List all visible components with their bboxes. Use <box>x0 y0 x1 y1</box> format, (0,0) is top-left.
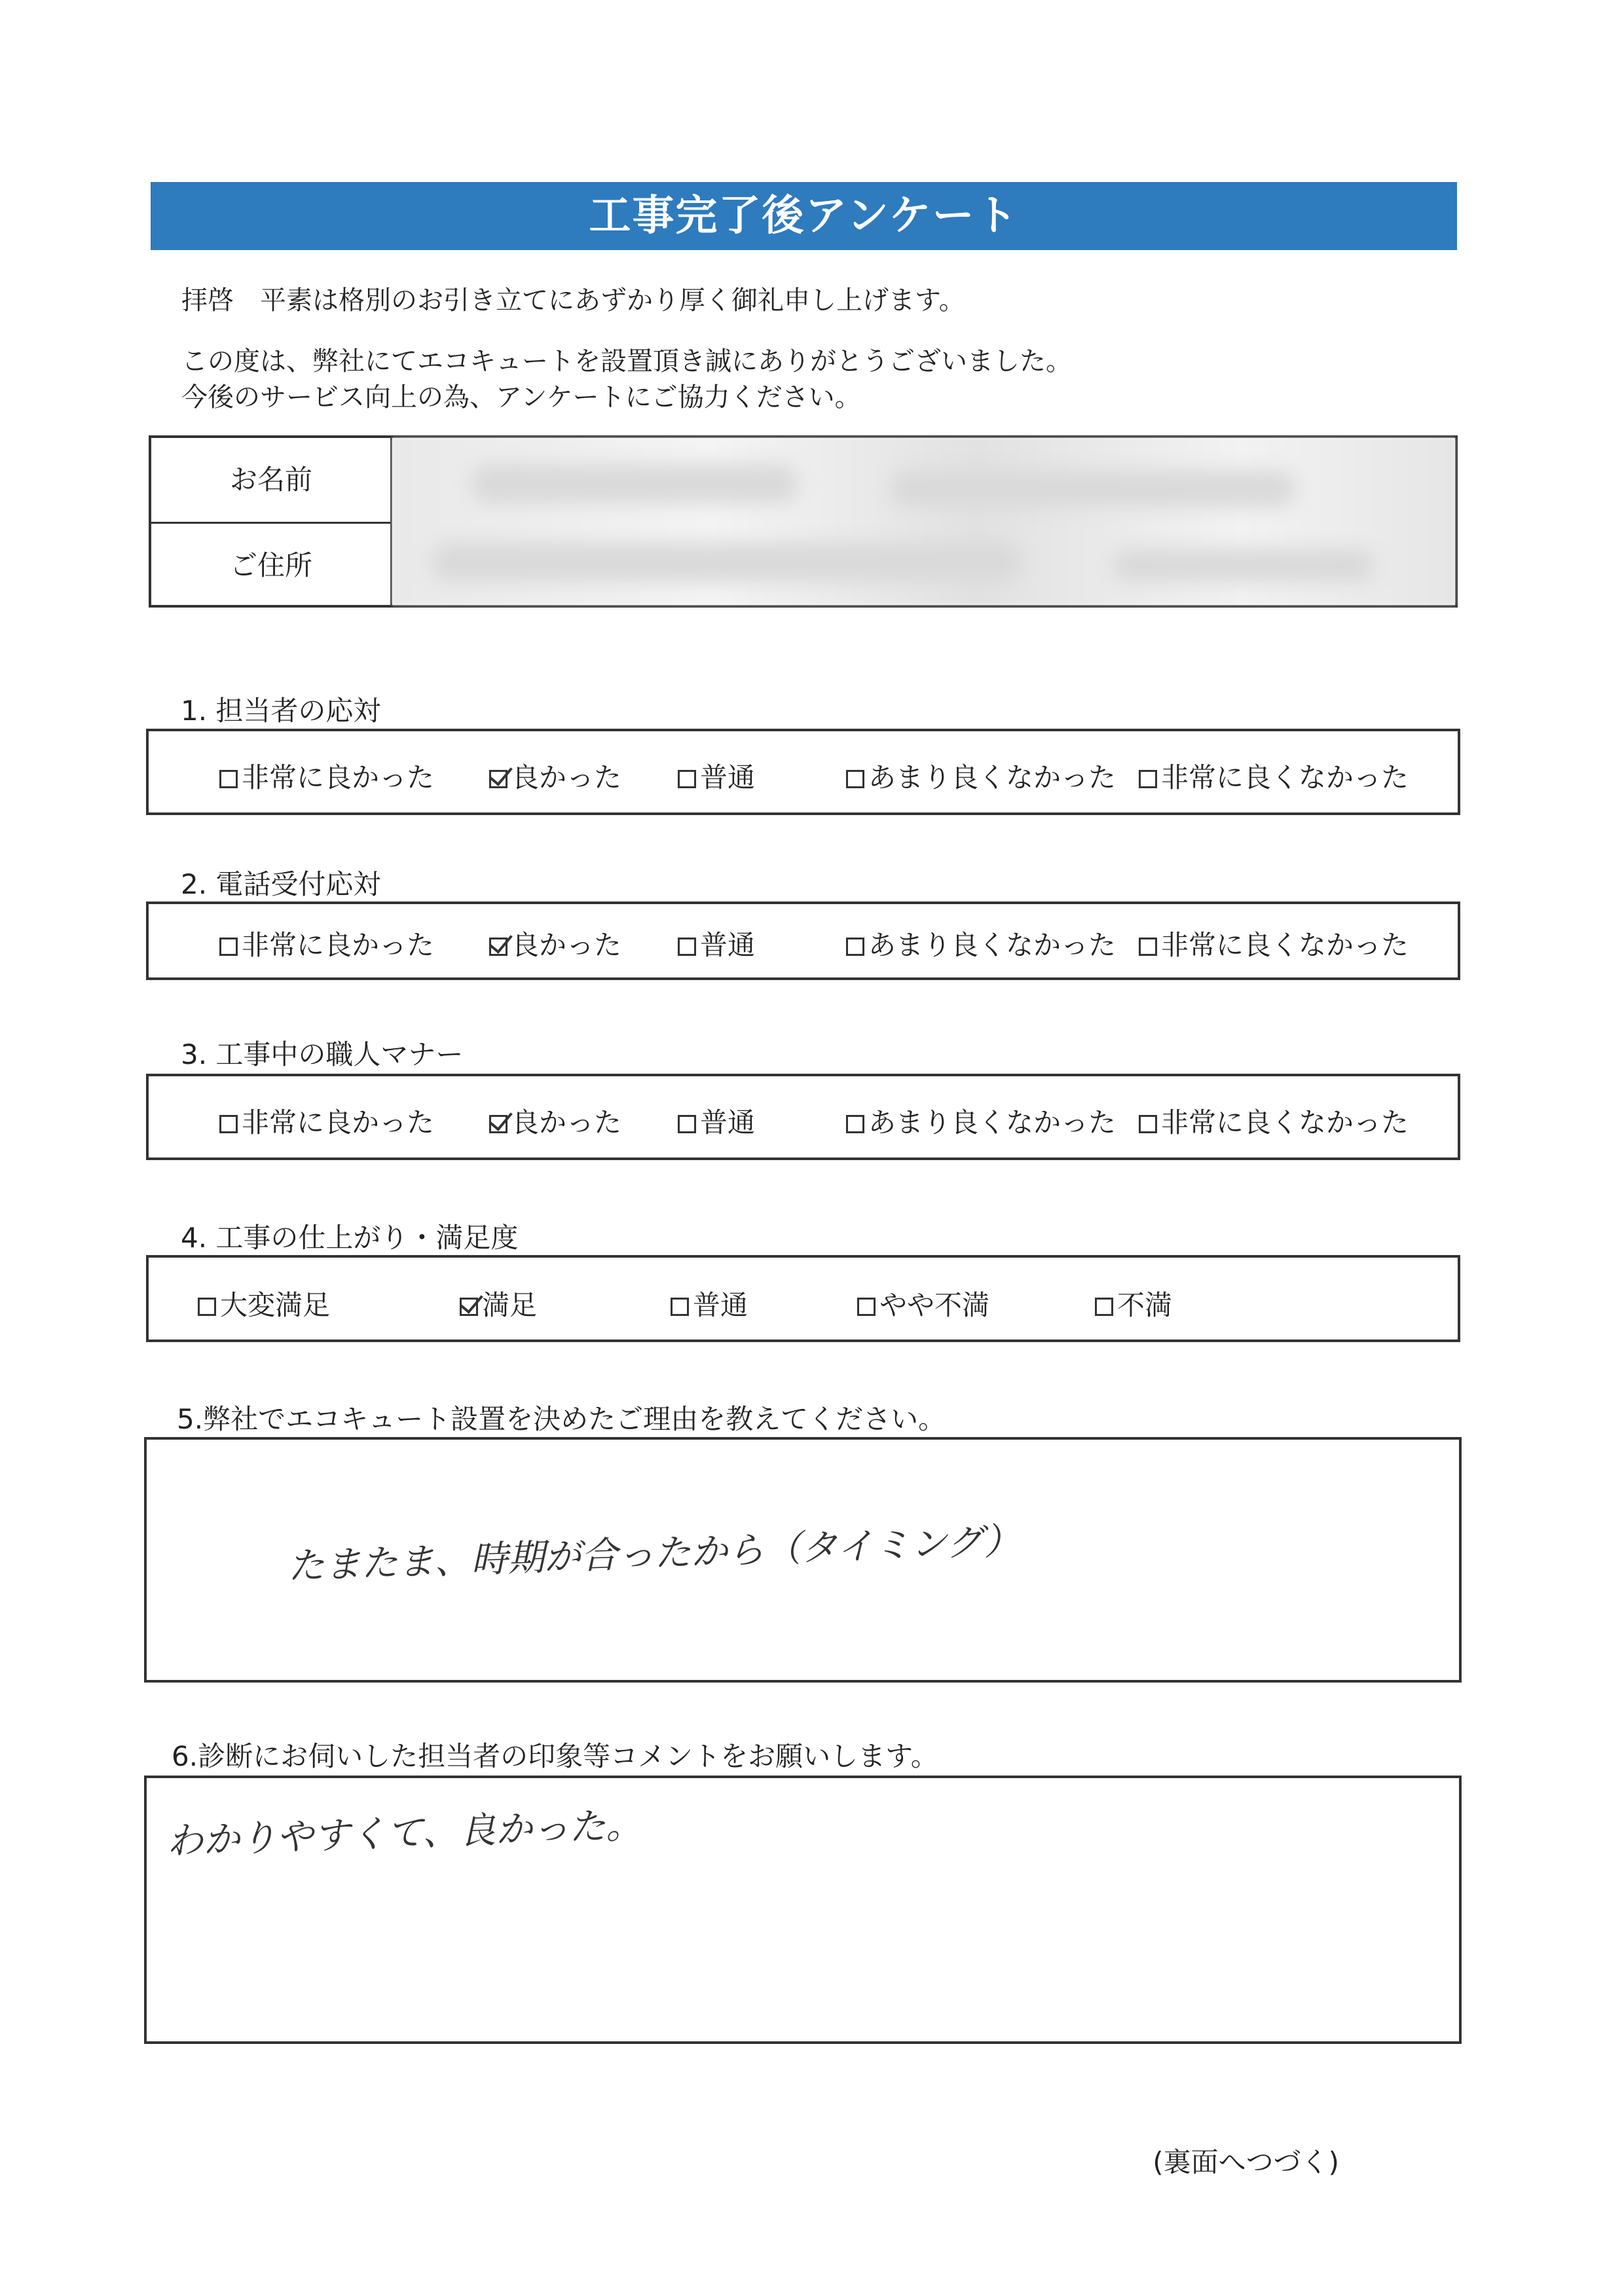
name-label: お名前 <box>230 464 313 496</box>
checkbox-icon[interactable] <box>857 1298 876 1316</box>
q3-option-1[interactable]: 非常に良かった <box>219 1101 434 1140</box>
checkbox-checked-icon[interactable] <box>489 1115 507 1133</box>
question-2-label: 2. 電話受付応対 <box>181 868 381 900</box>
q2-option-1[interactable]: 非常に良かった <box>219 924 434 963</box>
question-1-options <box>146 729 1460 815</box>
question-5-answer: たまたま、時期が合ったから（タイミング） <box>287 1520 1022 1588</box>
question-6-answer-box[interactable] <box>144 1776 1462 2044</box>
q3-option-5[interactable]: 非常に良くなかった <box>1139 1101 1409 1140</box>
checkbox-icon[interactable] <box>219 938 238 956</box>
checkbox-checked-icon[interactable] <box>489 770 507 788</box>
intro-line-2: 今後のサービス向上の為、アンケートにご協力ください。 <box>181 382 861 412</box>
q2-option-2[interactable]: 良かった <box>489 924 621 963</box>
checkbox-icon[interactable] <box>219 770 238 788</box>
checkbox-icon[interactable] <box>678 938 696 956</box>
survey-title: 工事完了後アンケート <box>151 182 1457 250</box>
question-3-label: 3. 工事中の職人マナー <box>181 1038 464 1070</box>
checkbox-icon[interactable] <box>671 1298 689 1316</box>
checkbox-icon[interactable] <box>846 770 864 788</box>
question-3-options <box>146 1074 1460 1160</box>
checkbox-icon[interactable] <box>846 1115 864 1133</box>
continued-note: (裏面へつづく) <box>1153 2146 1339 2178</box>
question-6-label: 6.診断にお伺いした担当者の印象等コメントをお願いします。 <box>172 1740 938 1772</box>
redacted-customer-field[interactable] <box>392 438 1455 605</box>
question-6-answer: わかりやすくて、良かった。 <box>166 1804 643 1863</box>
q2-option-3[interactable]: 普通 <box>678 924 755 963</box>
checkbox-checked-icon[interactable] <box>460 1298 478 1316</box>
checkbox-icon[interactable] <box>846 938 864 956</box>
address-label: ご住所 <box>230 549 313 581</box>
checkbox-icon[interactable] <box>678 1115 696 1133</box>
checkbox-icon[interactable] <box>1095 1298 1113 1316</box>
q4-option-1[interactable]: 大変満足 <box>198 1284 330 1323</box>
q4-option-4[interactable]: やや不満 <box>857 1284 989 1323</box>
q3-option-4[interactable]: あまり良くなかった <box>846 1101 1116 1140</box>
checkbox-icon[interactable] <box>678 770 696 788</box>
checkbox-icon[interactable] <box>1139 938 1157 956</box>
checkbox-icon[interactable] <box>219 1115 238 1133</box>
question-4-options <box>146 1255 1460 1342</box>
question-2-options <box>146 902 1460 980</box>
checkbox-checked-icon[interactable] <box>489 938 507 956</box>
intro-line-1: この度は、弊社にてエコキュートを設置頂き誠にありがとうございました。 <box>181 346 1072 376</box>
q1-option-3[interactable]: 普通 <box>678 756 755 795</box>
checkbox-icon[interactable] <box>1139 770 1157 788</box>
question-1-label: 1. 担当者の応対 <box>181 695 381 727</box>
q3-option-2[interactable]: 良かった <box>489 1101 621 1140</box>
q4-option-2[interactable]: 満足 <box>460 1284 537 1323</box>
q3-option-3[interactable]: 普通 <box>678 1101 755 1140</box>
q4-option-5[interactable]: 不満 <box>1095 1284 1172 1323</box>
greeting-text: 拝啓 平素は格別のお引き立てにあずかり厚く御礼申し上げます。 <box>181 285 965 316</box>
q1-option-4[interactable]: あまり良くなかった <box>846 756 1116 795</box>
q1-option-2[interactable]: 良かった <box>489 756 621 795</box>
question-5-answer-box[interactable] <box>144 1437 1462 1683</box>
question-5-label: 5.弊社でエコキュート設置を決めたご理由を教えてください。 <box>177 1403 946 1435</box>
checkbox-icon[interactable] <box>1139 1115 1157 1133</box>
q1-option-5[interactable]: 非常に良くなかった <box>1139 756 1409 795</box>
customer-info-table <box>149 435 1458 608</box>
q2-option-4[interactable]: あまり良くなかった <box>846 924 1116 963</box>
q2-option-5[interactable]: 非常に良くなかった <box>1139 924 1409 963</box>
question-4-label: 4. 工事の仕上がり・満足度 <box>181 1222 519 1254</box>
q1-option-1[interactable]: 非常に良かった <box>219 756 434 795</box>
checkbox-icon[interactable] <box>198 1298 216 1316</box>
q4-option-3[interactable]: 普通 <box>671 1284 748 1323</box>
